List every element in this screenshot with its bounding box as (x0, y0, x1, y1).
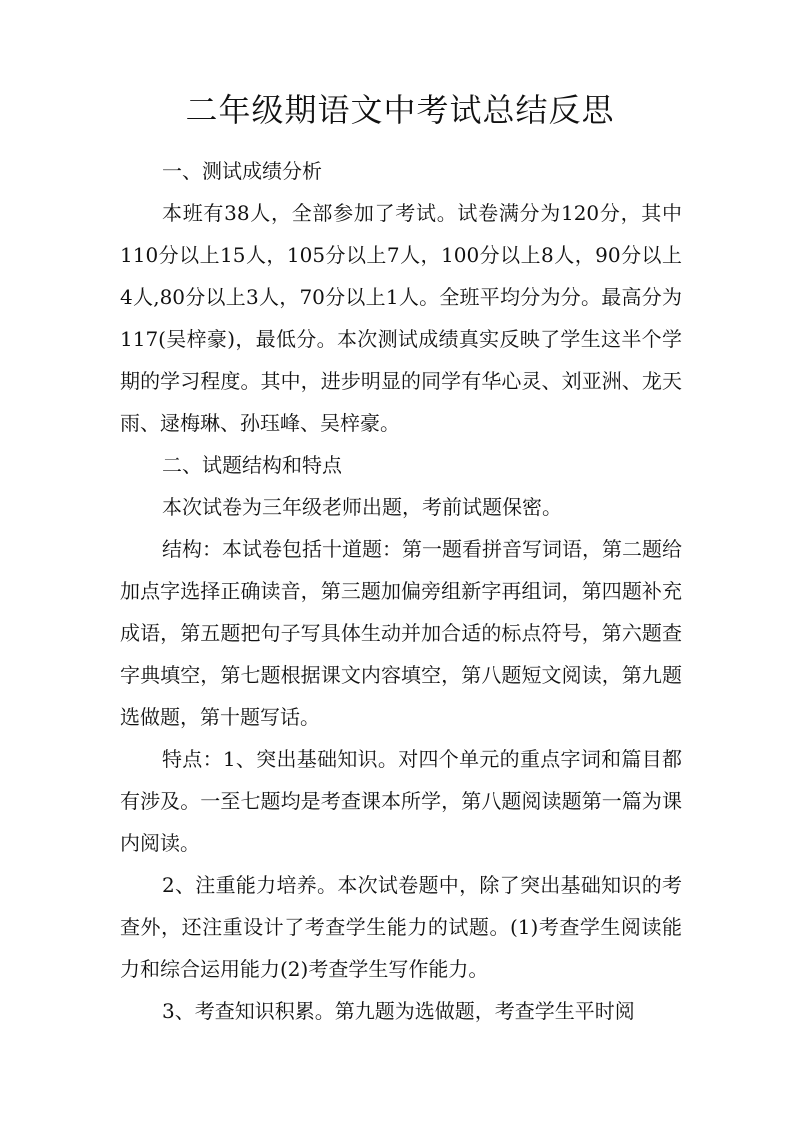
section-heading-score-analysis: 一、测试成绩分析 (162, 159, 322, 183)
paragraph-feature-1: 特点：1、突出基础知识。对四个单元的重点字词和篇目都有涉及。一至七题均是考查课本所学，第八题阅读题第一篇为课内阅读。 (120, 747, 682, 855)
section-heading-structure: 二、试题结构和特点 (162, 453, 342, 477)
document-body (120, 150, 682, 1032)
paragraph-structure: 结构：本试卷包括十道题：第一题看拼音写词语，第二题给加点字选择正确读音，第三题加偏旁组新字再组词，第四题补充成语，第五题把句子写具体生动并加合适的标点符号，第六题查字典填空，第七题根据课文内容填空，第八题短文阅读，第九题选做题，第十题写话。 (120, 537, 682, 729)
paragraph-score-summary: 本班有38人，全部参加了考试。试卷满分为120分，其中110分以上15人，105分以上7人，100分以上8人，90分以上4人,80分以上3人，70分以上1人。全班平均分为分。最高分为117(吴梓豪)，最低分。本次测试成绩真实反映了学生这半个学期的学习程度。其中，进步明显的同学有华心灵、刘亚洲、龙天雨、逯梅琳、孙珏峰、吴梓豪。 (120, 201, 682, 435)
paragraph-feature-3: 3、考查知识积累。第九题为选做题，考查学生平时阅 (162, 999, 635, 1023)
paragraph-exam-source: 本次试卷为三年级老师出题，考前试题保密。 (162, 495, 562, 519)
document-title: 二年级期语文中考试总结反思 (185, 91, 615, 129)
paragraph-feature-2: 2、注重能力培养。本次试卷题中，除了突出基础知识的考查外，还注重设计了考查学生能力的试题。(1)考查学生阅读能力和综合运用能力(2)考查学生写作能力。 (120, 873, 682, 981)
